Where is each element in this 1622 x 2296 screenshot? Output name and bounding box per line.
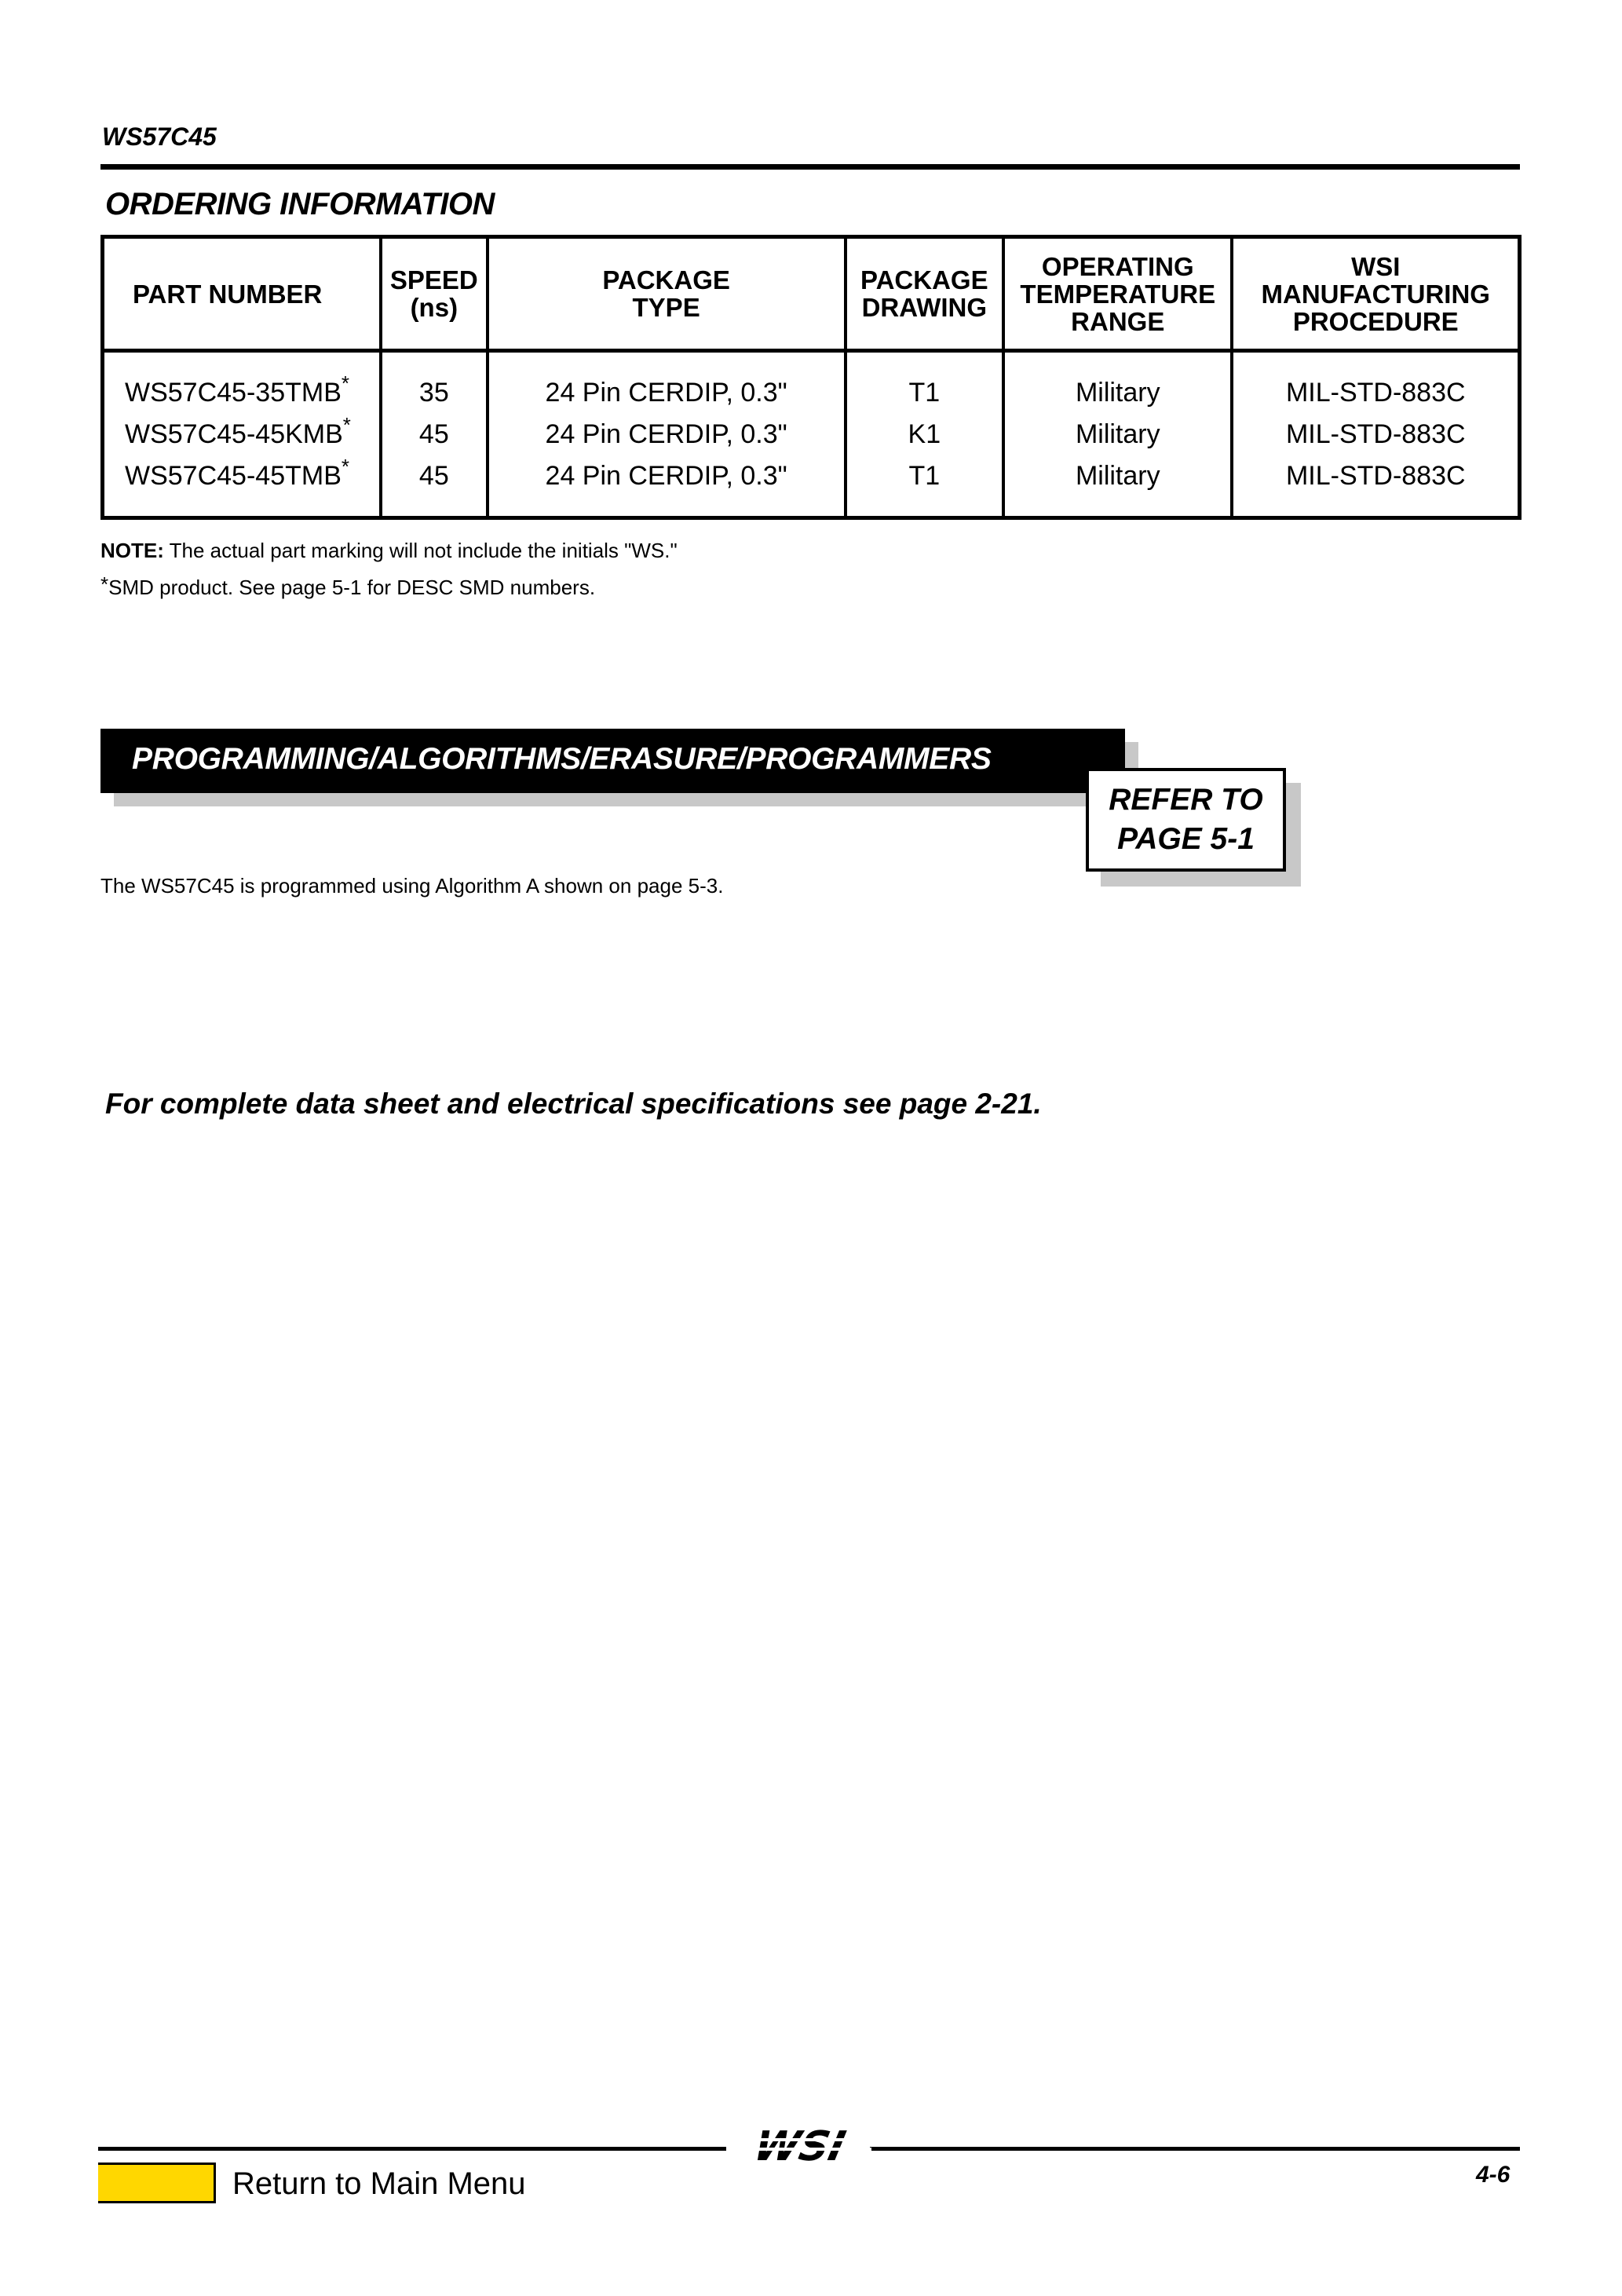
part-number-cell	[103, 351, 381, 518]
col-header-speed: SPEED (ns)	[381, 237, 488, 351]
svg-text:WSI: WSI	[749, 2122, 849, 2170]
col-header-temperature-range: OPERATING TEMPERATURE RANGE	[1003, 237, 1232, 351]
header-rule	[100, 164, 1520, 170]
main-menu-button[interactable]	[98, 2163, 216, 2203]
smd-note: *SMD product. See page 5-1 for DESC SMD numbers.	[100, 572, 596, 599]
footer-rule-left	[98, 2147, 726, 2151]
table-row-part-number: WS57C45-35TMB*	[125, 371, 349, 408]
table-row-part-number: WS57C45-45KMB*	[125, 412, 351, 449]
page-number: 4-6	[1476, 2162, 1511, 2188]
procedure-cell: MIL-STD-883C MIL-STD-883C MIL-STD-883C	[1232, 351, 1519, 518]
data-sheet-reference: For complete data sheet and electrical specifications see page 2-21.	[105, 1088, 1042, 1120]
package-type-cell: 24 Pin CERDIP, 0.3" 24 Pin CERDIP, 0.3" 24 Pin CERDIP, 0.3"	[488, 351, 846, 518]
col-header-part-number: PART NUMBER	[103, 237, 381, 351]
table-body	[103, 351, 1520, 518]
programming-description: The WS57C45 is programmed using Algorithm A shown on page 5-3.	[100, 874, 724, 898]
section-title: ORDERING INFORMATION	[105, 187, 495, 221]
refer-to-page-box: REFER TO PAGE 5-1	[1086, 768, 1286, 872]
col-header-manufacturing-procedure: WSI MANUFACTURING PROCEDURE	[1232, 237, 1519, 351]
document-id: WS57C45	[102, 122, 217, 151]
package-drawing-cell: T1 K1 T1	[846, 351, 1003, 518]
table-header-row	[103, 237, 1520, 351]
wsi-logo	[738, 2122, 871, 2171]
return-to-main-menu-link[interactable]: Return to Main Menu	[232, 2166, 526, 2201]
table-row-part-number: WS57C45-45TMB*	[125, 454, 349, 491]
marking-note: NOTE: The actual part marking will not include the initials "WS."	[100, 539, 678, 562]
col-header-package-drawing: PACKAGE DRAWING	[846, 237, 1003, 351]
footer-rule-right	[870, 2147, 1520, 2151]
temperature-range-cell: Military Military Military	[1003, 351, 1232, 518]
programming-banner-title: PROGRAMMING/ALGORITHMS/ERASURE/PROGRAMMERS	[132, 742, 992, 776]
speed-cell: 35 45 45	[381, 351, 488, 518]
col-header-package-type: PACKAGE TYPE	[488, 237, 846, 351]
ordering-table	[100, 235, 1522, 520]
